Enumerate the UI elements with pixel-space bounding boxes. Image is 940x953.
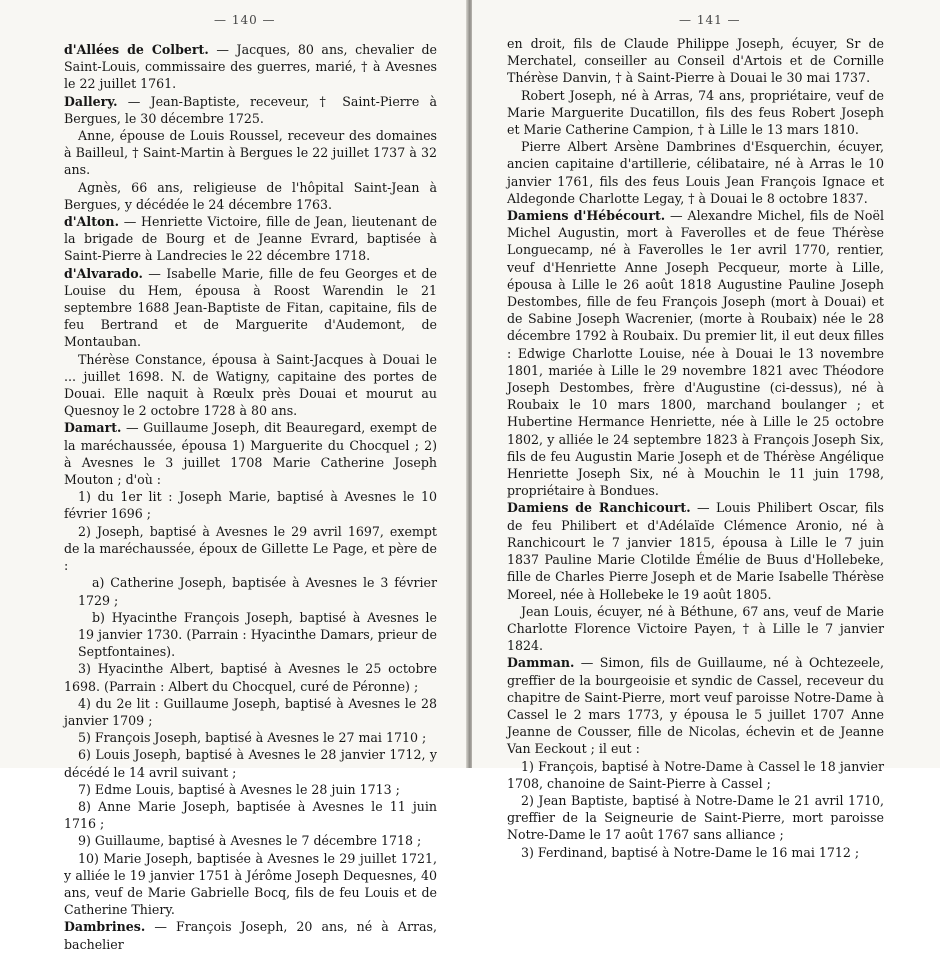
paragraph: 7) Edme Louis, baptisé à Avesnes le 28 juin 1713 ; — [78, 781, 400, 797]
entry-d-allees-de-colbert: d'Allées de Colbert. — Jacques, 80 ans, chevalier de Saint-Louis, commissaire des guerres, marié, † à Avesnes le 22 juillet 1761. — [64, 42, 437, 92]
entry-dallery: Dallery. — Jean-Baptiste, receveur, † Saint-Pierre à Bergues, le 30 décembre 1725. — [64, 93, 437, 126]
entry-d-alvarado: d'Alvarado. — Isabelle Marie, fille de feu Georges et de Louise du Hem, épousa à Roost Warendin le 21 septembre 1688 Jean-Baptiste de Fitan, capitaine, fils de feu Bertrand et de Marguerite d'Audemont, de Montauban. — [64, 265, 437, 350]
paragraph: 2) Jean Baptiste, baptisé à Notre-Dame le 21 avril 1710, greffier de la Seigneurie de Saint-Pierre, mort paroisse Notre-Dame le 17 août 1767 sans alliance ; — [507, 792, 884, 843]
right-page — [472, 0, 940, 860]
entry-damiens-d-hebecourt: Damiens d'Hébécourt. — Alexandre Michel, fils de Noël Michel Augustin, mort à Faverolles et de feue Thérèse Longuecamp, né à Faverolles le 1er avril 1770, rentier, veuf d'Henriette Anne Joseph Pecqueur, morte à Lille, épousa à Lille le 26 août 1818 Augustine Pauline Joseph Destombes, fille de feu François Joseph (mort à Douai) et de Sabine Joseph Wacrenier, (morte à Roubaix) née le 28 décembre 1792 à Roubaix. Du premier lit, il eut deux filles : Edwige Charlotte Louise, née à Douai le 13 novembre 1801, mariée à Lille le 29 novembre 1821 avec Théodore Joseph Destombes, frère d'Augustine (ci-dessus), né à Roubaix le 10 mars 1800, marchand boulanger ; et Hubertine Hermance Henriette, née à Lille le 25 octobre 1802, y alliée le 24 septembre 1823 à François Joseph Six, fils de feu Augustin Marie Joseph et de Thérèse Angélique Henriette Joseph Six, né à Mouchin le 11 juin 1798, propriétaire à Bondues. — [507, 208, 884, 499]
paragraph: Agnès, 66 ans, religieuse de l'hôpital Saint-Jean à Bergues, y décédée le 24 décembre 1763. — [64, 179, 437, 212]
entry-dambrines: Dambrines. — François Joseph, 20 ans, né à Arras, bachelier — [64, 919, 437, 952]
entry-d-alton: d'Alton. — Henriette Victoire, fille de Jean, lieutenant de la brigade de Bourg et de Jeanne Evrard, baptisée à Saint-Pierre à Landrecies le 22 décembre 1718. — [64, 214, 437, 264]
page-number: — 140 — — [214, 13, 276, 27]
paragraph: en droit, fils de Claude Philippe Joseph, écuyer, Sr de Merchatel, conseiller au Conseil d'Artois et de Cornille Thérèse Danvin, † à Saint-Pierre à Douai le 30 mai 1737. — [507, 36, 884, 86]
paragraph: 4) du 2e lit : Guillaume Joseph, baptisé à Avesnes le 28 janvier 1709 ; — [64, 695, 437, 728]
paragraph: 6) Louis Joseph, baptisé à Avesnes le 28 janvier 1712, y décédé le 14 avril suivant ; — [64, 747, 437, 780]
paragraph: 2) Joseph, baptisé à Avesnes le 29 avril 1697, exempt de la maréchaussée, époux de Gillette Le Page, et père de : — [64, 523, 437, 574]
paragraph: 1) François, baptisé à Notre-Dame à Cassel le 18 janvier 1708, chanoine de Saint-Pierre à Cassel ; — [507, 758, 884, 791]
entry-damart: Damart. — Guillaume Joseph, dit Beauregard, exempt de la maréchaussée, épousa 1) Marguerite du Chocquel ; 2) à Avesnes le 3 juillet 1708 Marie Catherine Joseph Mouton ; d'où : — [64, 420, 437, 488]
paragraph: a) Catherine Joseph, baptisée à Avesnes le 3 février 1729 ; — [78, 575, 437, 608]
left-page-text — [64, 41, 437, 953]
entry-damiens-de-ranchicourt: Damiens de Ranchicourt. — Louis Philibert Oscar, fils de feu Philibert et d'Adélaïde Clémence Aronio, né à Ranchicourt le 7 janvier 1815, épousa à Lille le 7 juin 1837 Pauline Marie Clotilde Émélie de Buus d'Hollebeke, fille de Charles Pierre Joseph et de Marie Isabelle Thérèse Moreel, née à Hollebeke le 19 août 1805. — [507, 500, 884, 602]
paragraph: Robert Joseph, né à Arras, 74 ans, propriétaire, veuf de Marie Marguerite Ducatillon, fils des feus Robert Joseph et Marie Catherine Campion, † à Lille le 13 mars 1810. — [507, 87, 884, 138]
paragraph: 3) Hyacinthe Albert, baptisé à Avesnes le 25 octobre 1698. (Parrain : Albert du Chocquel, curé de Péronne) ; — [64, 661, 437, 694]
paragraph: 8) Anne Marie Joseph, baptisée à Avesnes le 11 juin 1716 ; — [64, 798, 437, 832]
paragraph: Jean Louis, écuyer, né à Béthune, 67 ans, veuf de Marie Charlotte Florence Victoire Payen, † à Lille le 7 janvier 1824. — [507, 603, 884, 654]
page-number: — 141 — — [679, 13, 741, 27]
paragraph: Thérèse Constance, épousa à Saint-Jacques à Douai le ... juillet 1698. N. de Watigny, capitaine des portes de Douai. Elle naquit à Rœulx près Douai et mourut au Quesnoy le 2 octobre 1728 à 80 ans. — [64, 351, 437, 419]
paragraph: 10) Marie Joseph, baptisée à Avesnes le 29 juillet 1721, y alliée le 19 janvier 1751 à Jérôme Joseph Dequesnes, 40 ans, veuf de Marie Gabrielle Bocq, fils de feu Louis et de Catherine Thiery. — [64, 850, 437, 918]
paragraph: 1) du 1er lit : Joseph Marie, baptisé à Avesnes le 10 février 1696 ; — [64, 489, 437, 522]
entry-damman: Damman. — Simon, fils de Guillaume, né à Ochtezeele, greffier de la bourgeoisie et syndic de Cassel, receveur du chapitre de Saint-Pierre, mort veuf paroisse Notre-Dame à Cassel le 2 mars 1773, y épousa le 5 juillet 1707 Anne Jeanne de Cousser, fille de Nicolas, échevin et de Jeanne Van Eeckout ; il eut : — [507, 655, 884, 757]
right-page-text — [507, 35, 884, 861]
paragraph: Anne, épouse de Louis Roussel, receveur des domaines à Bailleul, † Saint-Martin à Bergues le 22 juillet 1737 à 32 ans. — [64, 128, 437, 178]
paragraph: Pierre Albert Arsène Dambrines d'Esquerchin, écuyer, ancien capitaine d'artillerie, célibataire, né à Arras le 10 janvier 1761, fils des feus Louis Jean François Ignace et Aldegonde Charlotte Legay, † à Douai le 8 octobre 1837. — [507, 139, 884, 206]
left-page — [0, 0, 468, 952]
paragraph: b) Hyacinthe François Joseph, baptisé à Avesnes le 19 janvier 1730. (Parrain : Hyacinthe Damars, prieur de Septfontaines). — [78, 609, 437, 660]
paragraph: 5) François Joseph, baptisé à Avesnes le 27 mai 1710 ; — [78, 730, 427, 746]
paragraph: 3) Ferdinand, baptisé à Notre-Dame le 16 mai 1712 ; — [521, 844, 860, 860]
paragraph: 9) Guillaume, baptisé à Avesnes le 7 décembre 1718 ; — [78, 833, 422, 849]
